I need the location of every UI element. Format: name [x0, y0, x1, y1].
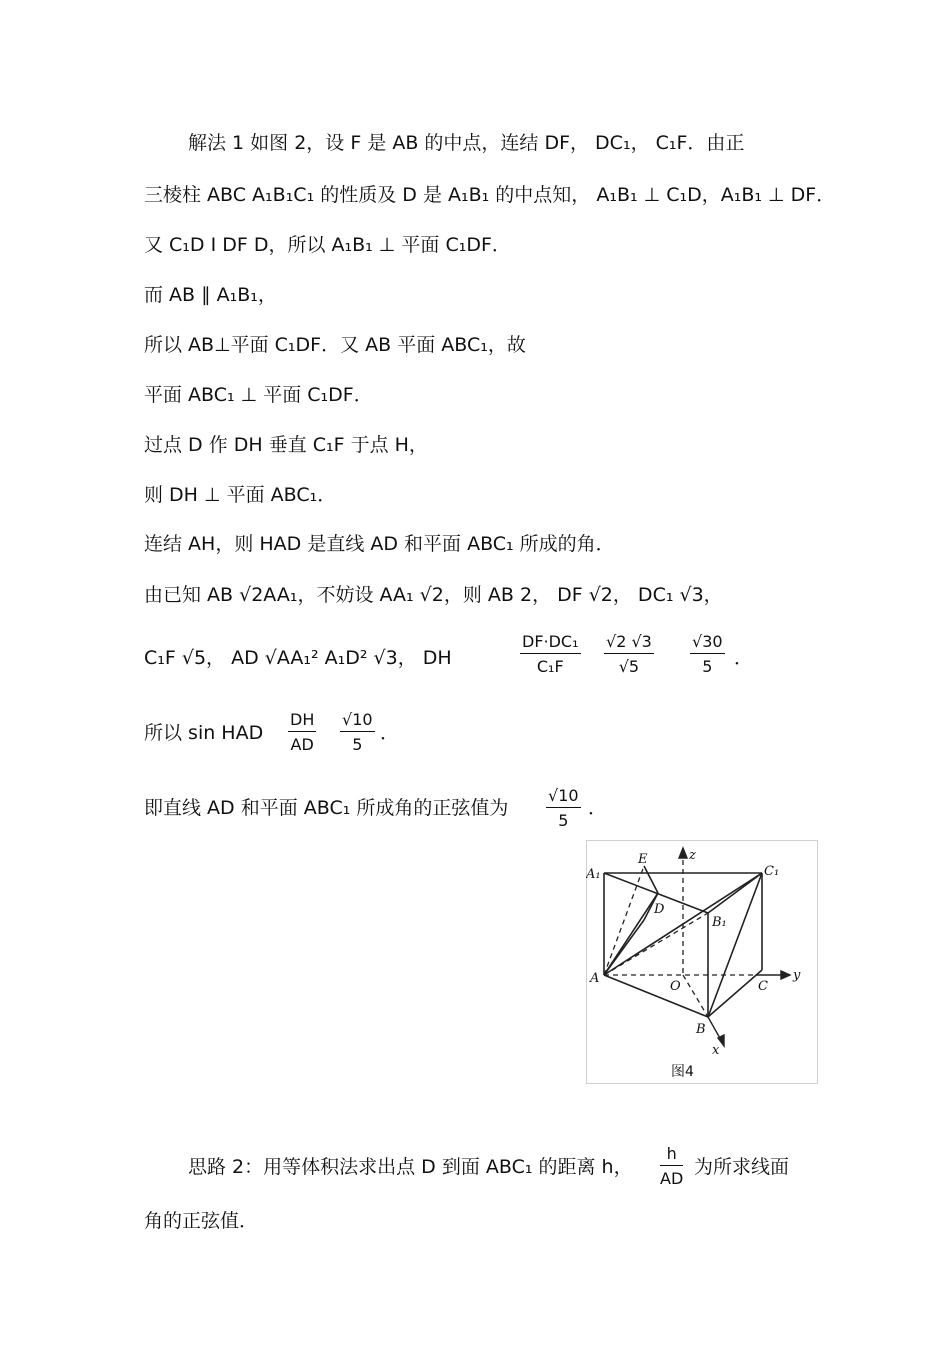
edge-a-b — [604, 975, 708, 1017]
text-line-14-end: 为所求线面 — [694, 1156, 790, 1178]
label-a1: A₁ — [586, 867, 601, 882]
fraction-numerator: h — [660, 1144, 683, 1166]
label-b: B — [696, 1022, 706, 1037]
fraction-root10-over-5 — [340, 710, 375, 754]
fraction-denominator: 5 — [702, 657, 713, 676]
text-line-12-end: ． — [380, 722, 400, 744]
z-axis-arrow — [679, 848, 687, 858]
fraction-dh-over-ad — [288, 710, 316, 754]
label-o: O — [670, 979, 681, 994]
fraction-answer-root10-over-5 — [546, 786, 581, 830]
text-line-13: 即直线 AD 和平面 ABC₁ 所成角的正弦值为 — [144, 797, 509, 819]
label-c1: C₁ — [764, 864, 780, 879]
fraction-denominator: 5 — [352, 735, 363, 754]
fraction-numerator: √2 √3 — [604, 632, 654, 654]
figure-caption: 图4 — [671, 1064, 694, 1080]
text-line-3: 又 C₁D I DF D，所以 A₁B₁ ⊥ 平面 C₁DF． — [144, 234, 511, 256]
text-line-7: 过点 D 作 DH 垂直 C₁F 于点 H， — [144, 434, 428, 456]
label-d: D — [654, 902, 665, 917]
text-line-6: 平面 ABC₁ ⊥ 平面 C₁DF． — [144, 384, 373, 406]
label-z: z — [689, 848, 696, 863]
fraction-h-over-ad — [660, 1144, 683, 1188]
label-e: E — [638, 852, 648, 867]
text-line-10: 由已知 AB √2AA₁，不妨设 AA₁ √2，则 AB 2， DF √2， DC₁ √3， — [144, 584, 723, 606]
text-line-14: 思路 2：用等体积法求出点 D 到面 ABC₁ 的距离 h， — [188, 1156, 633, 1178]
segment-b-c1 — [708, 873, 762, 1017]
fraction-denominator: AD — [660, 1169, 684, 1188]
fraction-numerator: √10 — [546, 786, 581, 808]
x-axis-hidden — [683, 975, 708, 1017]
text-line-9: 连结 AH，则 HAD 是直线 AD 和平面 ABC₁ 所成的角． — [144, 533, 615, 555]
prism-figure — [586, 840, 818, 1084]
figure-frame — [587, 841, 818, 1084]
fraction-numerator: DF·DC₁ — [520, 632, 581, 654]
fraction-df-dc1-over-c1f — [520, 632, 581, 676]
x-axis — [708, 1017, 721, 1040]
fraction-root2-root3-over-root5 — [604, 632, 654, 676]
label-b1: B₁ — [712, 915, 727, 930]
fraction-numerator: √10 — [340, 710, 375, 732]
text-line-5: 所以 AB⊥平面 C₁DF．又 AB 平面 ABC₁，故 — [144, 334, 526, 356]
segment-a-e — [604, 866, 644, 975]
text-line-2: 三棱柱 ABC A₁B₁C₁ 的性质及 D 是 A₁B₁ 的中点知， A₁B₁ ⊥ C₁D，A₁B₁ ⊥ DF． — [144, 184, 836, 206]
segment-a-b1 — [604, 913, 708, 975]
label-y: y — [793, 968, 801, 983]
text-line-8: 则 DH ⊥ 平面 ABC₁． — [144, 484, 337, 506]
fraction-denominator: AD — [290, 735, 314, 754]
label-c: C — [758, 979, 768, 994]
label-a: A — [590, 971, 600, 986]
text-line-15: 角的正弦值． — [144, 1210, 259, 1232]
text-line-4: 而 AB ∥ A₁B₁， — [144, 284, 277, 306]
fraction-denominator: √5 — [618, 657, 640, 676]
y-axis-arrow — [781, 971, 790, 979]
text-line-12: 所以 sin HAD — [144, 722, 264, 744]
text-line-13-end: ． — [588, 797, 608, 819]
label-x: x — [712, 1043, 720, 1058]
text-line-11-end: ． — [734, 647, 754, 669]
fraction-numerator: √30 — [690, 632, 725, 654]
fraction-numerator: DH — [288, 710, 316, 732]
fraction-root30-over-5 — [690, 632, 725, 676]
text-line-11: C₁F √5， AD √AA₁² A₁D² √3， DH — [144, 647, 452, 669]
fraction-denominator: C₁F — [536, 657, 564, 676]
fraction-denominator: 5 — [558, 811, 569, 830]
segment-a-d — [604, 893, 658, 975]
text-line-1: 解法 1 如图 2，设 F 是 AB 的中点，连结 DF， DC₁， C₁F．由正 — [188, 132, 745, 154]
